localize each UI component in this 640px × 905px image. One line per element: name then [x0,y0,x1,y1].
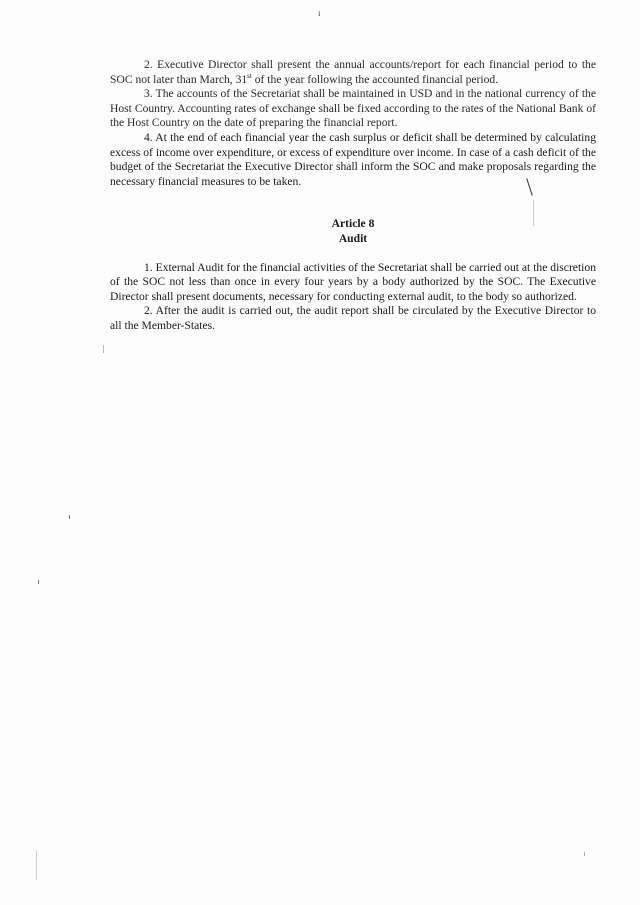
superscript-suffix: st [247,71,252,80]
article-8-paragraph-2: 2. After the audit is carried out, the audit report shall be circulated by the Executive Director to all the Member-States. [110,304,596,332]
scan-speck [103,345,104,353]
article-number: Article 8 [331,217,375,231]
scan-speck [69,515,70,519]
scan-speck [36,850,37,880]
article-heading [110,217,596,246]
page-mark: ı [318,8,321,18]
section-7-paragraph-4: 4. At the end of each financial year the cash surplus or deficit shall be determined by calculating excess of income over expenditure, or excess of expenditure over income. In case of a cash deficit of the budget of the Secretariat the Executive Director shall inform the SOC and make proposals regarding the necessary financial measures to be taken. [110,130,596,188]
article-title: Audit [338,231,368,245]
scan-speck [533,200,534,226]
document-body [110,58,596,334]
scan-speck [38,580,39,584]
paragraph-text: of the year following the accounted financial period. [251,72,499,86]
article-8-paragraph-1: 1. External Audit for the financial activities of the Secretariat shall be carried out at the discretion of the SOC not less than once in every four years by a body authorized by the SOC. The Executive Director shall present documents, necessary for conducting external audit, to the body so authorized. [110,260,596,303]
section-7-paragraph-2 [110,58,596,87]
paragraph-text: 2. Executive Director shall present the annual accounts/report for each financial period to the SOC not later than March, 31 [110,58,596,86]
scan-speck [584,852,585,856]
section-7-paragraph-3: 3. The accounts of the Secretariat shall be maintained in USD and in the national currency of the Host Country. Accounting rates of exchange shall be fixed according to the rates of the National Bank of the Host Country on the date of preparing the financial report. [110,87,596,130]
